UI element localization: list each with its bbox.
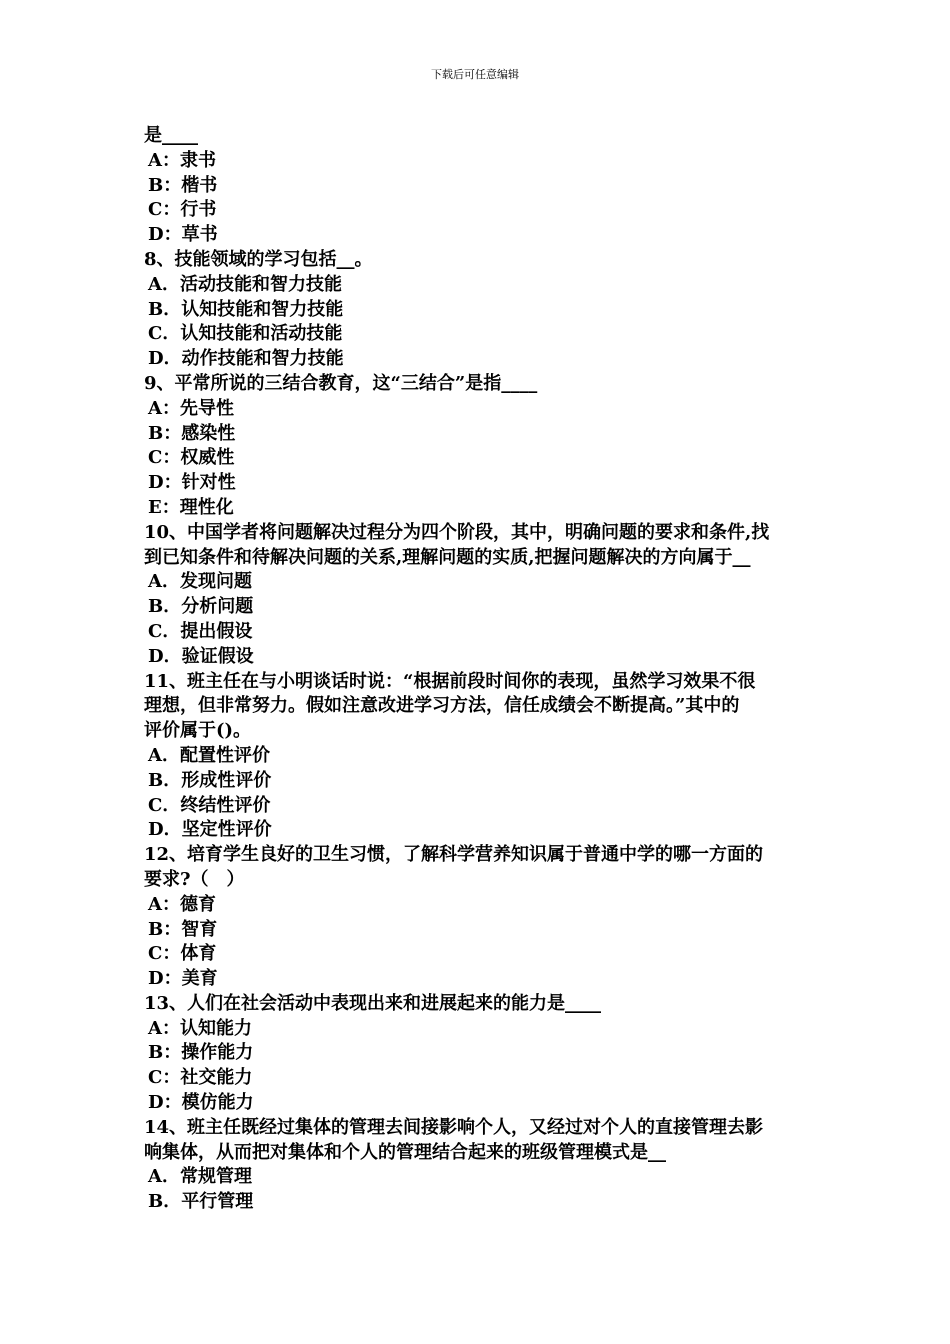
answer-option: D：美育: [148, 968, 218, 990]
question-text: 评价属于()。: [144, 720, 252, 742]
answer-option: D：草书: [148, 224, 218, 246]
answer-option: B．平行管理: [148, 1191, 254, 1213]
question-text: 理想，但非常努力。假如注意改进学习方法，信任成绩会不断提高。”其中的: [144, 695, 740, 717]
question-text: 14、班主任既经过集体的管理去间接影响个人，又经过对个人的直接管理去影: [144, 1116, 764, 1138]
answer-option: A：认知能力: [148, 1017, 252, 1039]
answer-option: C．提出假设: [148, 620, 253, 642]
answer-option: A．活动技能和智力技能: [148, 273, 342, 295]
answer-option: A．发现问题: [148, 571, 252, 593]
question-text: 响集体，从而把对集体和个人的管理结合起来的班级管理模式是__: [144, 1141, 666, 1163]
answer-option: A：德育: [148, 893, 216, 915]
question-text: 11、班主任在与小明谈话时说：“根据前段时间你的表现，虽然学习效果不很: [144, 670, 756, 692]
answer-option: A．配置性评价: [148, 744, 270, 766]
answer-option: B：楷书: [148, 174, 218, 196]
answer-option: B．形成性评价: [148, 769, 272, 791]
answer-option: B：感染性: [148, 422, 236, 444]
answer-option: D．动作技能和智力技能: [148, 348, 344, 370]
answer-option: B．认知技能和智力技能: [148, 298, 344, 320]
answer-option: C．终结性评价: [148, 794, 271, 816]
answer-option: B：操作能力: [148, 1042, 254, 1064]
question-text: 9、平常所说的三结合教育，这“三结合”是指____: [144, 372, 538, 394]
page-header: 下载后可任意编辑: [431, 68, 519, 81]
answer-option: A．常规管理: [148, 1166, 252, 1188]
question-text: 是____: [144, 125, 198, 146]
answer-option: C：社交能力: [148, 1067, 253, 1089]
question-text: 要求?（ ）: [144, 868, 245, 890]
question-text: 8、技能领域的学习包括__。: [144, 248, 373, 270]
answer-option: C：体育: [148, 943, 217, 965]
answer-option: D：针对性: [148, 472, 236, 494]
document-body: [144, 124, 808, 1215]
question-text: 13、人们在社会活动中表现出来和进展起来的能力是____: [144, 992, 602, 1014]
answer-option: E：理性化: [148, 496, 234, 518]
question-text: 到已知条件和待解决问题的关系,理解问题的实质,把握问题解决的方向属于__: [144, 546, 751, 568]
question-text: 10、中国学者将问题解决过程分为四个阶段，其中，明确问题的要求和条件,找: [144, 521, 770, 543]
answer-option: C．认知技能和活动技能: [148, 323, 343, 345]
answer-option: B：智育: [148, 918, 218, 940]
answer-option: C：行书: [148, 199, 217, 221]
question-text: 12、培育学生良好的卫生习惯，了解科学营养知识属于普通中学的哪一方面的: [144, 844, 764, 866]
answer-option: A：隶书: [148, 149, 216, 171]
answer-option: D．验证假设: [148, 645, 254, 667]
answer-option: D：模仿能力: [148, 1092, 254, 1114]
answer-option: B．分析问题: [148, 596, 254, 618]
answer-option: D．坚定性评价: [148, 819, 272, 841]
answer-option: A：先导性: [148, 397, 234, 419]
answer-option: C：权威性: [148, 447, 235, 469]
